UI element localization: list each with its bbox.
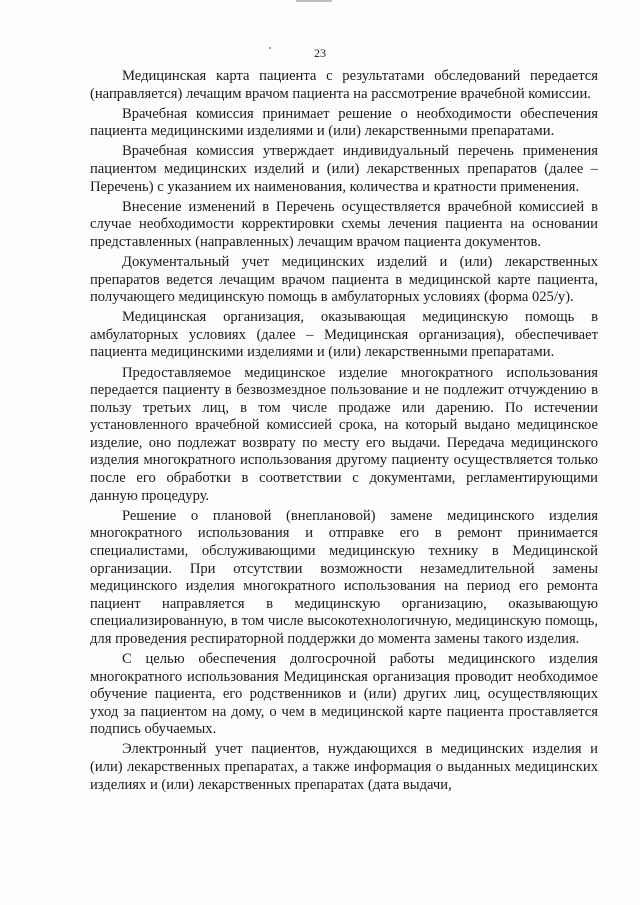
scan-edge-mark <box>296 0 332 2</box>
paragraph: Электронный учет пациентов, нуждающихся в медицинских изделия и (или) лекарственных препаратах, а также информация о выданных медицинских изделиях и (или) лекарственных препаратах (дата выдачи, <box>90 741 598 793</box>
paragraph: Внесение изменений в Перечень осуществляется врачебной комиссией в случае необходимости корректировки схемы лечения пациента на основании представленных (направленных) лечащим врачом пациента документов. <box>90 198 598 250</box>
page-number: 23 <box>314 46 326 60</box>
paragraph: С целью обеспечения долгосрочной работы медицинского изделия многократного использования Медицинская организация проводит необходимое обучение пациента, его родственников и (или) других лиц, осуществляющих уход за пациентом на дому, о чем в медицинской карте пациента проставляется подпись обучаемых. <box>90 651 598 738</box>
paragraph: Врачебная комиссия утверждает индивидуальный перечень применения пациентом медицинских изделий и (или) лекарственных препаратов (далее – Перечень) с указанием их наименования, количества и кратности применения. <box>90 143 598 195</box>
paragraph: Предоставляемое медицинское изделие многократного использования передается пациенту в безвозмездное пользование и не подлежит отчуждению в пользу третьих лиц, в том числе продаже или дарению. По истечении установленного врачебной комиссией срока, на который выдано медицинское изделие, оно подлежат возврату по месту его выдачи. Передача медицинского изделия многократного использования другому пациенту осуществляется только после его обработки в соответствии с документами, регламентирующими данную процедуру. <box>90 364 598 504</box>
paragraph: Медицинская организация, оказывающая медицинскую помощь в амбулаторных условиях (далее – Медицинская организация), обеспечивает пациента медицинскими изделиями и (или) лекарственными препаратами. <box>90 309 598 361</box>
paragraph: Медицинская карта пациента с результатами обследований передается (направляется) лечащим врачом пациента на рассмотрение врачебной комиссии. <box>90 68 598 102</box>
paragraph: Документальный учет медицинских изделий и (или) лекарственных препаратов ведется лечащим врачом пациента в медицинской карте пациента, получающего медицинскую помощь в амбулаторных условиях (форма 025/у). <box>90 253 598 306</box>
document-body <box>90 68 598 794</box>
paragraph: Решение о плановой (внеплановой) замене медицинского изделия многократного использования и отправке его в ремонт принимается специалистами, обслуживающими медицинскую технику в Медицинской организации. При отсутствии возможности незамедлительной замены медицинского изделия многократного использования на период его ремонта пациент направляется в медицинскую организацию, оказывающую специализированную, в том числе высокотехнологичную, медицинскую помощь, для проведения респираторной поддержки до момента замены такого изделия. <box>90 507 598 647</box>
paragraph: Врачебная комиссия принимает решение о необходимости обеспечения пациента медицинскими изделиями и (или) лекарственными препаратами. <box>90 105 598 140</box>
